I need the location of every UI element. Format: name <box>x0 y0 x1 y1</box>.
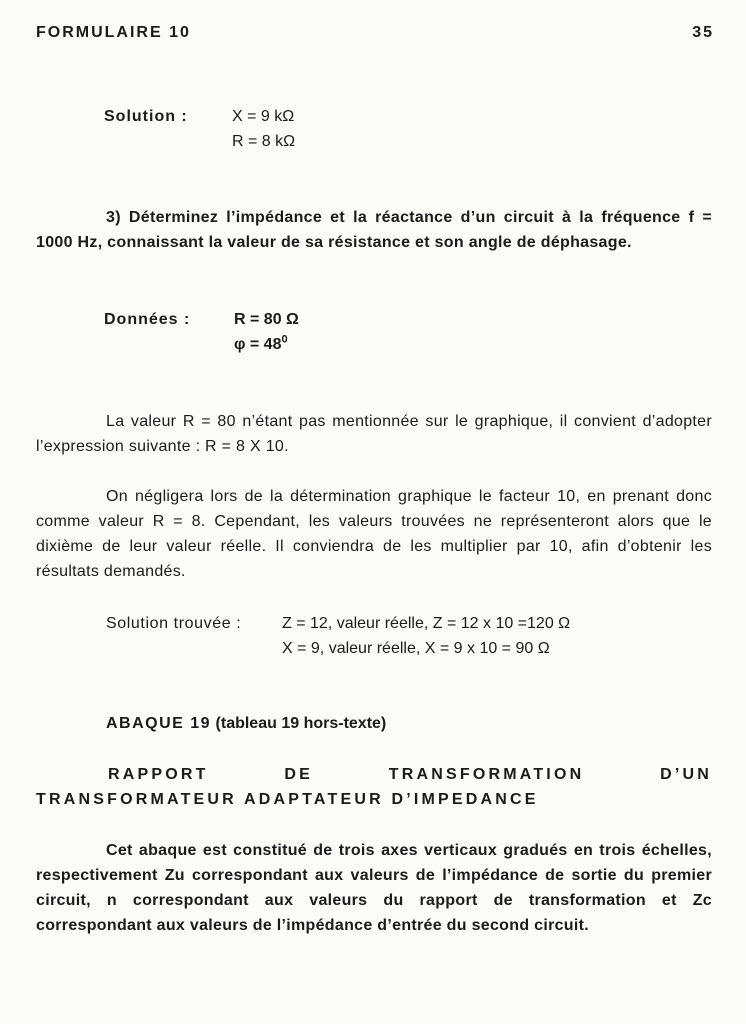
solution-trouvee-line-x: X = 9, valeur réelle, X = 9 x 10 = 90 Ω <box>282 640 550 657</box>
exercise-3-text: 3) Déterminez l’impédance et la réactance d’un circuit à la fréquence f = 1000 Hz, connaissant la valeur de sa résistance et son angle de déphasage. <box>36 209 712 251</box>
donnees-line-r: R = 80 Ω <box>234 311 299 328</box>
donnees-line-phi: $\varphi = 48^0$ <box>234 333 288 353</box>
paragraph-1-text: La valeur R = 80 n’étant pas mentionnée sur le graphique, il convient d’adopter l’expression suivante : R = 8 X 10. <box>36 413 712 455</box>
running-header <box>36 20 714 45</box>
paragraph-3-text: Cet abaque est constitué de trois axes verticaux gradués en trois échelles, respectivement Zu correspondant aux valeurs de l’impédance de sortie du premier circuit, n correspondant aux valeurs du rapport de transformation et Zc correspondant aux valeurs de l’impédance d’entrée du second circuit. <box>36 842 712 934</box>
donnees-block <box>104 307 299 357</box>
solution-trouvee-label: Solution trouvée : <box>106 615 242 632</box>
solution-label: Solution : <box>104 108 188 125</box>
degree-sup: 0 <box>281 333 288 346</box>
header-title: FORMULAIRE 10 <box>36 24 191 41</box>
solution-line-x: X = 9 kΩ <box>232 108 295 125</box>
donnees-label: Données : <box>104 311 191 328</box>
section-title <box>36 762 712 812</box>
exercise-3-paragraph <box>36 205 712 255</box>
paragraph-2-text: On négligera lors de la détermination graphique le facteur 10, en prenant donc comme valeur R = 8. Cependant, les valeurs trouvées ne représenteront alors que le dixième de leur valeur réelle. Il conviendra de les multiplier par 10, afin d’obtenir les résultats demandés. <box>36 488 712 580</box>
abaque-caps: ABAQUE 19 <box>106 715 212 732</box>
solution-block-1 <box>104 104 295 154</box>
abaque-sub: (tableau 19 hors-texte) <box>215 715 387 732</box>
abaque-heading <box>106 711 386 736</box>
solution-trouvee-line-z: Z = 12, valeur réelle, Z = 12 x 10 =120 Ω <box>282 615 571 632</box>
page-number: 35 <box>692 24 714 41</box>
solution-line-r: R = 8 kΩ <box>232 133 296 150</box>
paragraph-abaque-description <box>36 838 712 938</box>
paragraph-r-value <box>36 409 712 459</box>
solution-block-2 <box>106 611 570 661</box>
section-title-text: RAPPORT DE TRANSFORMATION D’UN TRANSFORMATEUR ADAPTATEUR D’IMPEDANCE <box>36 766 712 808</box>
paragraph-graphical <box>36 484 712 584</box>
